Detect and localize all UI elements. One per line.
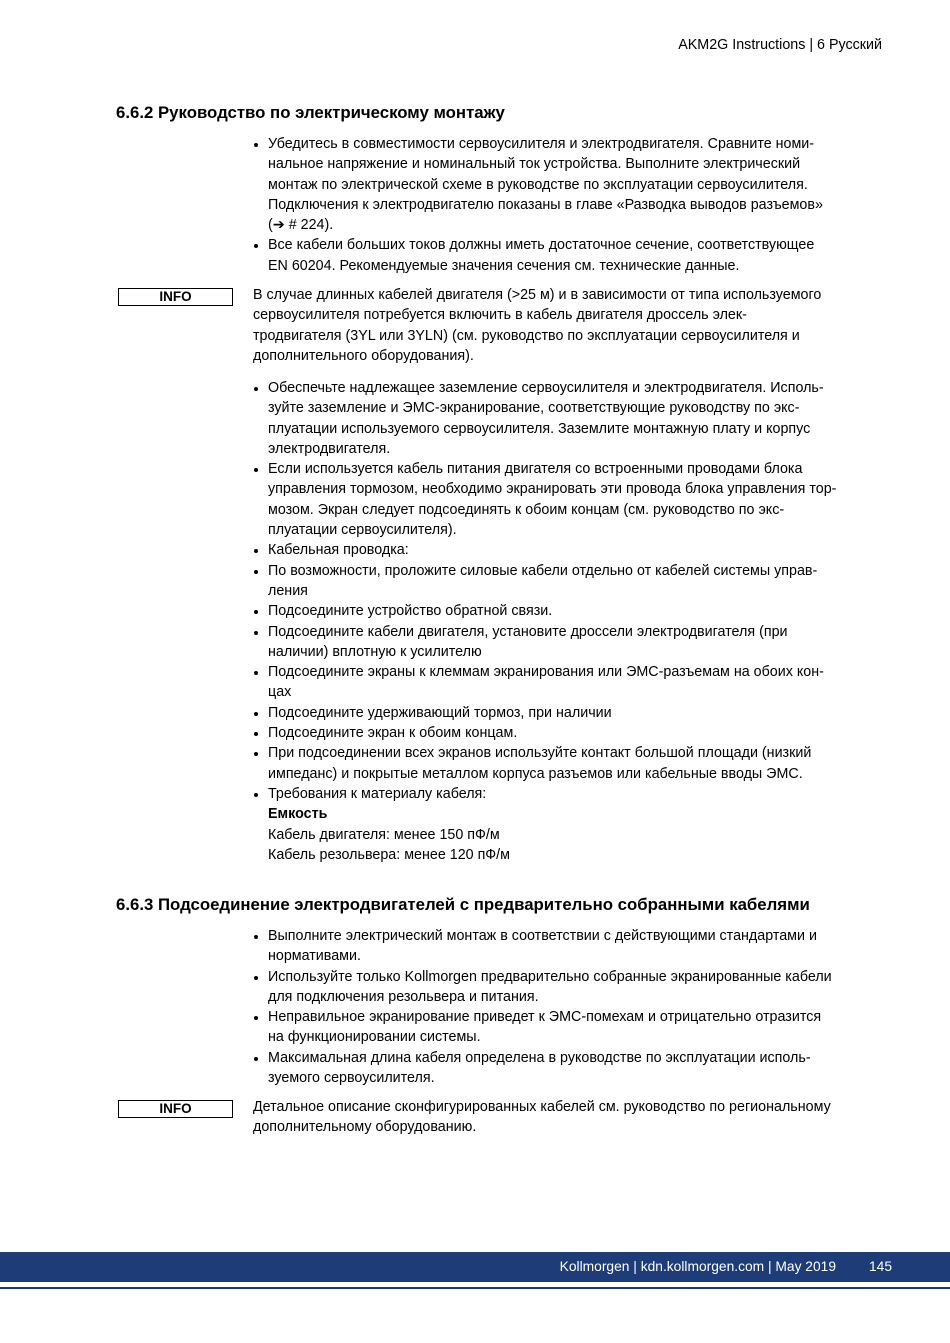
list-item-cable-requirements — [252, 784, 892, 865]
list-item-line: управления тормозом, необходимо экранировать эти провода блока управления тор- — [268, 481, 837, 498]
list-item-line: нальное напряжение и номинальный ток устройства. Выполните электрический — [268, 156, 801, 173]
info-text-2 — [253, 1097, 893, 1138]
list-item-line: Подсоедините кабели двигателя, установите дроссели электродвигателя (при — [268, 623, 788, 640]
footer-text: Kollmorgen | kdn.kollmorgen.com | May 2019 — [559, 1259, 836, 1274]
list-item-line: Подсоедините устройство обратной связи. — [268, 603, 553, 620]
info-text-line: дополнительного оборудования). — [253, 347, 474, 364]
list-item-line: Все кабели больших токов должны иметь достаточное сечение, соответствующее — [268, 237, 815, 254]
list-item-line: Убедитесь в совместимости сервоусилителя и электродвигателя. Сравните номи- — [268, 136, 815, 152]
list-item — [252, 1007, 892, 1048]
list-item-line: Обеспечьте надлежащее заземление сервоусилителя и электродвигателя. Исполь- — [268, 380, 824, 396]
list-item-line: зуйте заземление и ЭМС-экранирование, соответствующие руководству по экс- — [268, 400, 800, 417]
list-item-line: плуатации используемого сервоусилителя. Заземлите монтажную плату и корпус — [268, 420, 811, 437]
list-item-line: ления — [268, 582, 308, 599]
info-label-2: INFO — [118, 1100, 233, 1118]
bullet-list-b — [252, 378, 892, 865]
list-item — [252, 662, 892, 703]
list-item — [252, 235, 892, 276]
list-item-line: Подсоедините удерживающий тормоз, при наличии — [268, 704, 612, 721]
list-item-line: Максимальная длина кабеля определена в руководстве по эксплуатации исполь- — [268, 1049, 811, 1066]
page-number: 145 — [868, 1259, 892, 1274]
cable-req-resolver: Кабель резольвера: менее 120 пФ/м — [268, 846, 510, 863]
list-item — [252, 723, 892, 743]
list-item-line: плуатации сервоусилителя). — [268, 522, 457, 539]
list-item — [252, 703, 892, 723]
list-item-line: зуемого сервоусилителя. — [268, 1070, 435, 1087]
list-item-line: По возможности, проложите силовые кабели отдельно от кабелей системы управ- — [268, 562, 818, 579]
cable-req-heading: Емкость — [268, 806, 328, 823]
list-item-line: импеданс) и покрытые металлом корпуса разъемов или кабельные вводы ЭМС. — [268, 765, 803, 782]
list-item-line: цах — [268, 684, 292, 701]
list-item-line: EN 60204. Рекомендуемые значения сечения см. технические данные. — [268, 257, 740, 274]
list-item-line: Неправильное экранирование приведет к ЭМС-помехам и отрицательно отразится — [268, 1009, 822, 1026]
info-text-line: Детальное описание сконфигурированных кабелей см. руководство по региональному — [253, 1099, 831, 1115]
info-text — [253, 285, 893, 366]
info-label: INFO — [118, 288, 233, 306]
page-header: AKM2G Instructions | 6 Русский — [678, 37, 882, 53]
list-item-line: Подсоедините экраны к клеммам экранирования или ЭМС-разъемам на обоих кон- — [268, 664, 824, 681]
footer-line — [0, 1287, 950, 1289]
section-title-6-6-3: 6.6.3 Подсоединение электродвигателей с предварительно собранными кабелями — [116, 895, 810, 914]
list-item — [252, 967, 892, 1008]
list-item-line: мозом. Экран следует подсоединять к обоим концам (см. руководство по экс- — [268, 501, 785, 518]
list-item — [252, 601, 892, 621]
list-item — [252, 134, 892, 235]
bullet-list-c — [252, 926, 892, 1088]
list-item-line: (➔ # 224). — [268, 217, 334, 234]
list-item-line: для подключения резольвера и питания. — [268, 988, 539, 1005]
list-item — [252, 1048, 892, 1089]
list-item-line: Если используется кабель питания двигателя со встроенными проводами блока — [268, 461, 803, 478]
list-item — [252, 926, 892, 967]
list-item-line: монтаж по электрической схеме в руководстве по эксплуатации сервоусилителя. — [268, 176, 808, 193]
list-item-line: на функционировании системы. — [268, 1029, 481, 1046]
list-item-line: нормативами. — [268, 948, 361, 965]
info-text-line: дополнительному оборудованию. — [253, 1119, 477, 1136]
info-text-line: сервоусилителя потребуется включить в кабель двигателя дроссель элек- — [253, 307, 747, 324]
list-item-line: При подсоединении всех экранов используйте контакт большой площади (низкий — [268, 745, 812, 762]
list-item-line: Подключения к электродвигателю показаны в главе «Разводка выводов разъемов» — [268, 196, 823, 213]
list-item — [252, 378, 892, 459]
list-item-line: Используйте только Kollmorgen предварительно собранные экранированные кабели — [268, 968, 832, 985]
cable-req-motor: Кабель двигателя: менее 150 пФ/м — [268, 826, 500, 843]
list-item-line: наличии) вплотную к усилителю — [268, 643, 482, 660]
info-text-line: тродвигателя (3YL или 3YLN) (см. руководство по эксплуатации сервоусилителя и — [253, 327, 800, 344]
cable-req-label: Требования к материалу кабеля: — [268, 785, 487, 802]
info-text-line: В случае длинных кабелей двигателя (>25 м) и в зависимости от типа используемого — [253, 287, 822, 303]
list-item-line: Кабельная проводка: — [268, 542, 409, 559]
list-item — [252, 561, 892, 602]
list-item — [252, 459, 892, 540]
list-item-line: Подсоедините экран к обоим концам. — [268, 725, 518, 742]
list-item-line: электродвигателя. — [268, 440, 391, 457]
section-title-6-6-2: 6.6.2 Руководство по электрическому монтажу — [116, 103, 505, 122]
list-item — [252, 743, 892, 784]
bullet-list-a — [252, 134, 892, 276]
list-item — [252, 540, 892, 560]
list-item — [252, 622, 892, 663]
list-item-line: Выполните электрический монтаж в соответствии с действующими стандартами и — [268, 928, 817, 944]
